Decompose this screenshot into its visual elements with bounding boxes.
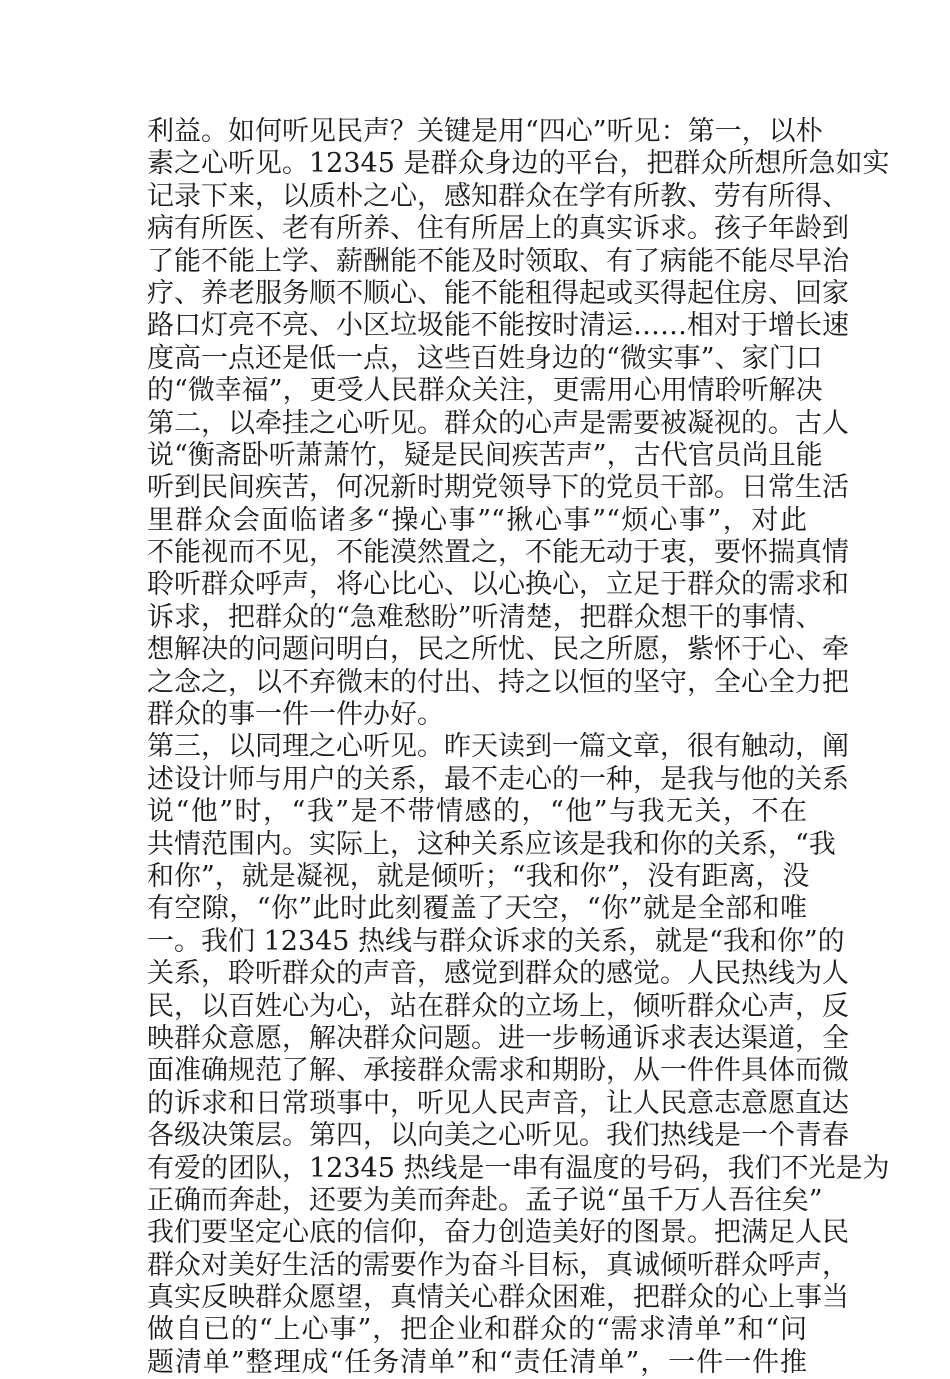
text-line: 了能不能上学、薪酬能不能及时领取、有了病能不能尽早治: [147, 245, 849, 277]
text-line: 共情范围内。实际上，这种关系应该是我和你的关系，“我: [147, 828, 836, 860]
text-line: 想解决的问题问明白，民之所忧、民之所愿，紫怀于心、牵: [147, 634, 849, 666]
text-line: 各级决策层。第四，以向美之心听见。我们热线是一个青春: [147, 1120, 849, 1152]
body-text: [147, 116, 890, 1379]
text-line: 里群众会面临诸多“操心事”“揪心事”“烦心事”，对此: [147, 504, 807, 536]
text-line: 疗、养老服务顺不顺心、能不能租得起或买得起住房、回家: [147, 277, 849, 309]
text-line: 和你”，就是凝视，就是倾听；“我和你”，没有距离，没: [147, 860, 810, 892]
text-line: 我们要坚定心底的信仰，奋力创造美好的图景。把满足人民: [147, 1217, 849, 1249]
text-line: 群众的事一件一件办好。: [147, 699, 444, 731]
text-line: 之念之，以不弃微末的付出、持之以恒的坚守，全心全力把: [147, 666, 849, 698]
text-line: 述设计师与用户的关系，最不走心的一种，是我与他的关系: [147, 763, 849, 795]
text-line: 映群众意愿，解决群众问题。进一步畅通诉求表达渠道，全: [147, 1022, 849, 1054]
text-line: 的“微幸福”，更受人民群众关注，更需用心用情聆听解决: [147, 375, 823, 407]
text-line: 有爱的团队，12345 热线是一串有温度的号码，我们不光是为: [147, 1152, 890, 1184]
text-line: 不能视而不见，不能漠然置之，不能无动于衷，要怀揣真情: [147, 537, 849, 569]
text-line: 的诉求和日常琐事中，听见人民声音，让人民意志意愿直达: [147, 1087, 849, 1119]
text-line: 诉求，把群众的“急难愁盼”听清楚，把群众想干的事情、: [147, 601, 823, 633]
text-line: 记录下来，以质朴之心，感知群众在学有所教、劳有所得、: [147, 180, 849, 212]
text-line: 做自已的“上心事”，把企业和群众的“需求清单”和“问: [147, 1314, 807, 1346]
text-line: 正确而奔赴，还要为美而奔赴。孟子说“虽千万人吾往矣”: [147, 1184, 823, 1216]
text-line: 度高一点还是低一点，这些百姓身边的“微实事”、家门口: [147, 342, 823, 374]
text-line: 利益。如何听见民声？关键是用“四心”听见：第一，以朴: [147, 116, 823, 147]
text-line: 素之心听见。12345 是群众身边的平台，把群众所想所急如实: [147, 148, 890, 180]
text-line: 病有所医、老有所养、住有所居上的真实诉求。孩子年龄到: [147, 213, 849, 245]
text-line: 路口灯亮不亮、小区垃圾能不能按时清运……相对于增长速: [147, 310, 849, 342]
text-line: 第二，以牵挂之心听见。群众的心声是需要被凝视的。古人: [147, 407, 849, 439]
text-line: 有空隙，“你”此时此刻覆盖了天空，“你”就是全部和唯: [147, 893, 807, 925]
text-line: 说“衡斋卧听萧萧竹，疑是民间疾苦声”，古代官员尚且能: [147, 439, 823, 471]
text-line: 群众对美好生活的需要作为奋斗目标，真诚倾听群众呼声，: [147, 1249, 849, 1281]
text-line: 题清单”整理成“任务清单”和“责任清单”，一件一件推: [147, 1346, 807, 1378]
text-line: 第三，以同理之心听见。昨天读到一篇文章，很有触动，阐: [147, 731, 849, 763]
text-line: 面准确规范了解、承接群众需求和期盼，从一件件具体而微: [147, 1055, 849, 1087]
text-line: 真实反映群众愿望，真情关心群众困难，把群众的心上事当: [147, 1282, 849, 1314]
text-line: 关系，聆听群众的声音，感觉到群众的感觉。人民热线为人: [147, 958, 849, 990]
text-line: 一。我们 12345 热线与群众诉求的关系，就是“我和你”的: [147, 925, 845, 957]
text-line: 听到民间疾苦，何况新时期党领导下的党员干部。日常生活: [147, 472, 849, 504]
text-line: 说“他”时，“我”是不带情感的，“他”与我无关，不在: [147, 796, 807, 828]
text-line: 民，以百姓心为心，站在群众的立场上，倾听群众心声，反: [147, 990, 849, 1022]
text-line: 聆听群众呼声，将心比心、以心换心，立足于群众的需求和: [147, 569, 849, 601]
